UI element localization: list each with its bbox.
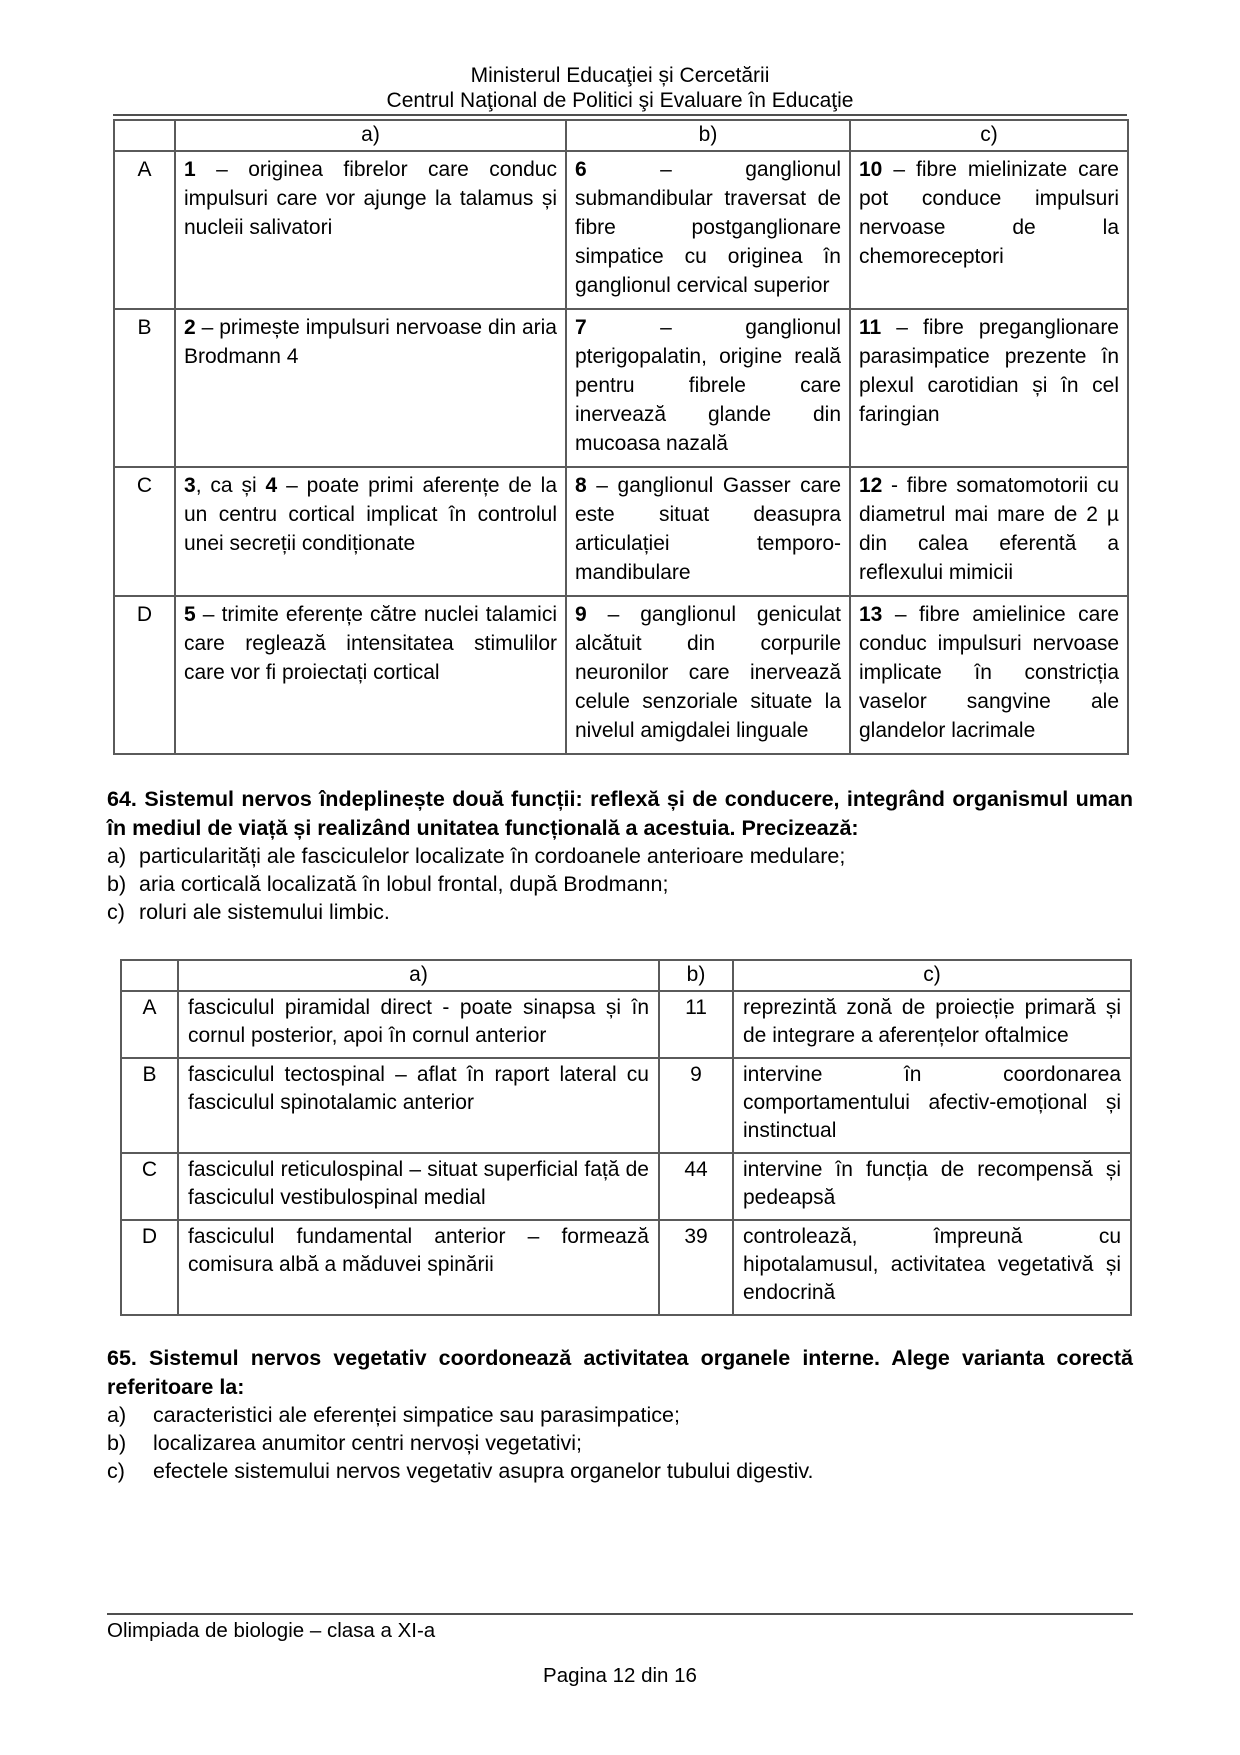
column-header: c) — [850, 120, 1128, 151]
row-label: A — [121, 991, 178, 1058]
column-header: c) — [733, 960, 1131, 991]
page-footer — [107, 1613, 1133, 1689]
item-text: caracteristici ale eferenței simpatice sau parasimpatice; — [153, 1403, 680, 1427]
table-row — [114, 596, 1128, 754]
cell-b: 44 — [659, 1153, 733, 1220]
question-item — [107, 1401, 1133, 1429]
header-line-2: Centrul Naţional de Politici şi Evaluare în Educaţie — [386, 89, 854, 112]
table-row — [121, 991, 1131, 1058]
cell-c: 10 – fibre mielinizate care pot conduce impulsuri nervoase de la chemoreceptori — [850, 151, 1128, 309]
item-label: a) — [107, 844, 127, 868]
item-label: b) — [107, 872, 127, 896]
question-item — [107, 842, 1133, 870]
cell-c: reprezintă zonă de proiecție primară și de integrare a aferențelor oftalmice — [733, 991, 1131, 1058]
cell-a: fasciculul reticulospinal – situat superficial față de fasciculul vestibulospinal medial — [178, 1153, 659, 1220]
question-64 — [107, 785, 1133, 926]
question-matching-table-2 — [120, 959, 1132, 1316]
question-65-title: 65. Sistemul nervos vegetativ coordonează activitatea organele interne. Alege varianta corectă referitoare la: — [107, 1346, 1133, 1399]
item-label: c) — [107, 1459, 125, 1483]
question-64-title: 64. Sistemul nervos îndeplinește două funcții: reflexă și de conducere, integrând organismul uman în mediul de viață și realizând unitatea funcțională a acestuia. Precizează: — [107, 787, 1133, 840]
question-item — [107, 870, 1133, 898]
question-item — [107, 898, 1133, 926]
row-label: D — [114, 596, 175, 754]
cell-c: intervine în funcția de recompensă și pedeapsă — [733, 1153, 1131, 1220]
cell-a: 3, ca și 4 – poate primi aferențe de la un centru cortical implicat în controlul unei secreții condiționate — [175, 467, 566, 596]
cell-b: 8 – ganglionul Gasser care este situat deasupra articulației temporo-mandibulare — [566, 467, 850, 596]
cell-c: controlează, împreună cu hipotalamusul, activitatea vegetativă și endocrină — [733, 1220, 1131, 1315]
column-header: a) — [178, 960, 659, 991]
column-header — [114, 120, 175, 151]
cell-a: fasciculul fundamental anterior – formează comisura albă a măduvei spinării — [178, 1220, 659, 1315]
cell-b: 7 – ganglionul pterigopalatin, origine reală pentru fibrele care inervează glande din mucoasa nazală — [566, 309, 850, 467]
cell-b: 9 – ganglionul geniculat alcătuit din corpurile neuronilor care inervează celule senzoriale situate la nivelul amigdalei linguale — [566, 596, 850, 754]
item-text: particularități ale fasciculelor localizate în cordoanele anterioare medulare; — [139, 844, 846, 868]
page-content — [107, 0, 1133, 1485]
header-rule — [113, 113, 1127, 116]
item-text: aria corticală localizată în lobul frontal, după Brodmann; — [139, 872, 669, 896]
item-label: a) — [107, 1403, 127, 1427]
row-label: B — [121, 1058, 178, 1153]
question-item — [107, 1429, 1133, 1457]
item-text: localizarea anumitor centri nervoși vegetativi; — [153, 1431, 583, 1455]
row-label: A — [114, 151, 175, 309]
question-item — [107, 1457, 1133, 1485]
cell-c: intervine în coordonarea comportamentului afectiv-emoțional și instinctual — [733, 1058, 1131, 1153]
column-header: a) — [175, 120, 566, 151]
item-label: c) — [107, 900, 125, 924]
cell-b: 11 — [659, 991, 733, 1058]
table-row — [121, 1220, 1131, 1315]
cell-b: 6 – ganglionul submandibular traversat de fibre postganglionare simpatice cu originea în ganglionul cervical superior — [566, 151, 850, 309]
footer-document-label: Olimpiada de biologie – clasa a XI-a — [107, 1619, 436, 1642]
table-row — [114, 151, 1128, 309]
cell-b: 39 — [659, 1220, 733, 1315]
cell-a: fasciculul tectospinal – aflat în raport lateral cu fasciculul spinotalamic anterior — [178, 1058, 659, 1153]
cell-a: 5 – trimite eferențe către nuclei talamici care reglează intensitatea stimulilor care vor fi proiectați cortical — [175, 596, 566, 754]
item-label: b) — [107, 1431, 127, 1455]
question-65 — [107, 1344, 1133, 1485]
cell-a: fasciculul piramidal direct - poate sinapsa și în cornul posterior, apoi în cornul anterior — [178, 991, 659, 1058]
item-text: roluri ale sistemului limbic. — [139, 900, 390, 924]
header-line-1: Ministerul Educaţiei și Cercetării — [470, 64, 770, 87]
row-label: D — [121, 1220, 178, 1315]
cell-c: 13 – fibre amielinice care conduc impulsuri nervoase implicate în constricția vaselor sangvine ale glandelor lacrimale — [850, 596, 1128, 754]
column-header — [121, 960, 178, 991]
table-row — [114, 467, 1128, 596]
cell-c: 11 – fibre preganglionare parasimpatice prezente în plexul carotidian și în cel faringian — [850, 309, 1128, 467]
table-header-row — [121, 960, 1131, 991]
table-header-row — [114, 120, 1128, 151]
question-64-items — [107, 842, 1133, 926]
question-matching-table-1 — [113, 119, 1129, 755]
table-row — [121, 1153, 1131, 1220]
column-header: b) — [659, 960, 733, 991]
cell-c: 12 - fibre somatomotorii cu diametrul mai mare de 2 µ din calea eferentă a reflexului mimicii — [850, 467, 1128, 596]
row-label: B — [114, 309, 175, 467]
item-text: efectele sistemului nervos vegetativ asupra organelor tubului digestiv. — [153, 1459, 814, 1483]
footer-page-number: Pagina 12 din 16 — [543, 1664, 697, 1687]
column-header: b) — [566, 120, 850, 151]
table-row — [121, 1058, 1131, 1153]
cell-a: 2 – primește impulsuri nervoase din aria Brodmann 4 — [175, 309, 566, 467]
cell-a: 1 – originea fibrelor care conduc impulsuri care vor ajunge la talamus și nucleii salivatori — [175, 151, 566, 309]
document-header — [107, 0, 1133, 113]
table-row — [114, 309, 1128, 467]
row-label: C — [114, 467, 175, 596]
cell-b: 9 — [659, 1058, 733, 1153]
question-65-items — [107, 1401, 1133, 1485]
row-label: C — [121, 1153, 178, 1220]
